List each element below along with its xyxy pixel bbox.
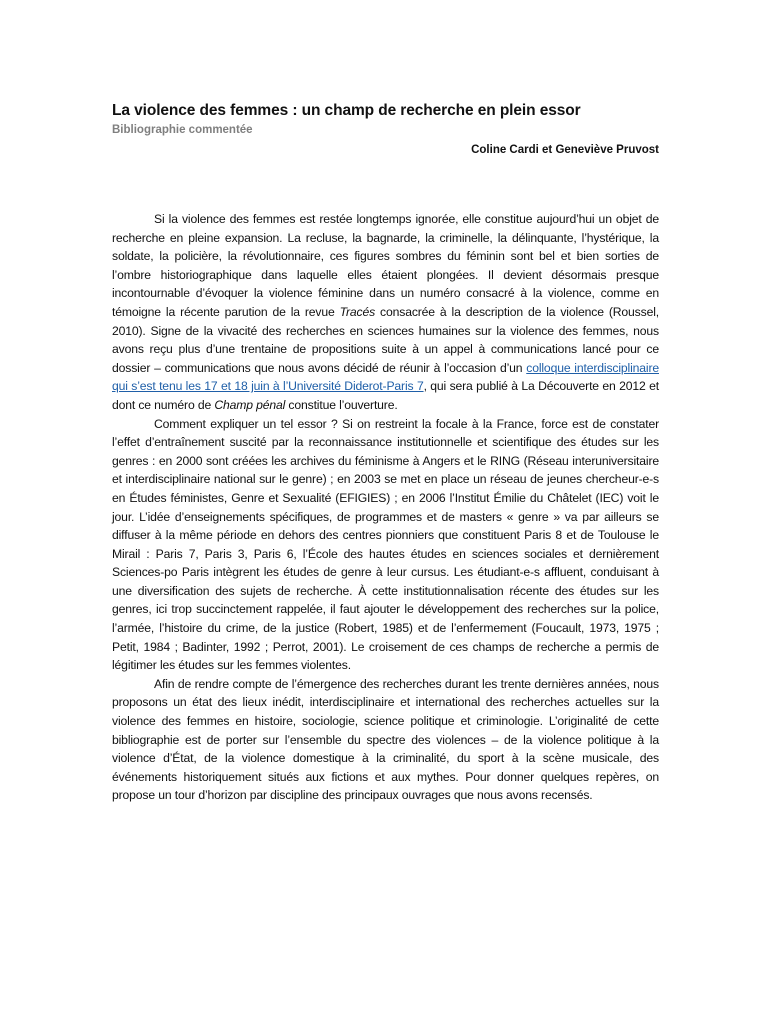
journal-title-traces: Tracés <box>339 304 376 319</box>
paragraph-1-part-4: constitue l’ouverture. <box>285 397 398 412</box>
paragraph-1-part-2: consacrée à la description de la violence (Roussel, 2010). Signe de la vivacité des recherches en sciences humaines sur la violence des femmes, nous avons reçu plus d’une trentaine de propositions suite à un appel à communications lancé pour ce dossier – communications que nous avons décidé de réunir à l’occasion d’un <box>112 304 659 375</box>
paragraph-1-part-3: , qui sera publié à La Découverte en 2012 et dont ce numéro de <box>112 379 659 412</box>
paragraph-1 <box>112 210 659 415</box>
journal-title-champ-penal: Champ pénal <box>214 397 286 412</box>
paragraph-2: Comment expliquer un tel essor ? Si on restreint la focale à la France, force est de constater l’effet d’entraînement suscité par la reconnaissance institutionnelle et scientifique des études sur les genres : en 2000 sont créées les archives du féminisme à Angers et le RING (Réseau interuniversitaire et interdisciplinaire national sur le genre) ; en 2003 se met en place un réseau de jeunes chercheur-e-s en Études féministes, Genre et Sexualité (EFIGIES) ; en 2006 l’Institut Émilie du Châtelet (IEC) voit le jour. L’idée d’enseignements spécifiques, de programmes et de masters « genre » va par ailleurs se diffuser à la même période en dehors des centres pionniers que constituent Paris 8 et de Toulouse le Mirail : Paris 7, Paris 3, Paris 6, l’École des hautes études en sciences sociales et dernièrement Sciences-po Paris intègrent les études de genre à leur cursus. Les étudiant-e-s affluent, conduisant à une diversification des sujets de recherche. À cette institutionnalisation récente des études sur les genres, ici trop succinctement rappelée, il faut ajouter le développement des recherches sur la police, l’armée, l’histoire du crime, de la justice (Robert, 1985) et de l’enfermement (Foucault, 1973, 1975 ; Petit, 1984 ; Badinter, 1992 ; Perrot, 2001). Le croisement de ces champs de recherche a permis de légitimer les études sur les femmes violentes. <box>112 416 659 673</box>
document-subtitle: Bibliographie commentée <box>112 124 253 136</box>
paragraph-3: Afin de rendre compte de l’émergence des recherches durant les trente dernières années, nous proposons un état des lieux inédit, interdisciplinaire et international des recherches actuelles sur la violence des femmes en histoire, sociologie, science politique et criminologie. L’originalité de cette bibliographie est de porter sur l’ensemble du spectre des violences – de la violence politique à la violence d’État, de la violence domestique à la criminalité, du sport à la scène musicale, des événements historiquement situés aux fictions et aux mythes. Pour donner quelques repères, on propose un tour d’horizon par discipline des principaux ouvrages que nous avons recensés. <box>112 676 659 803</box>
document-title: La violence des femmes : un champ de recherche en plein essor <box>112 102 581 119</box>
colloque-link[interactable]: colloque interdisciplinaire qui s’est tenu les 17 et 18 juin à l’Université Diderot-Paris 7 <box>112 360 659 394</box>
document-body <box>112 210 659 805</box>
document-page <box>112 100 659 805</box>
paragraph-1-part-1: Si la violence des femmes est restée longtemps ignorée, elle constitue aujourd’hui un objet de recherche en pleine expansion. La recluse, la bagnarde, la criminelle, la délinquante, l’hystérique, la soldate, la policière, la révolutionnaire, ces figures sombres du féminin sont bel et bien sorties de l’ombre historiographique dans laquelle elles étaient plongées. Il devient désormais presque incontournable d’évoquer la violence féminine dans un numéro consacré à la violence, comme en témoigne la récente parution de la revue <box>112 212 659 319</box>
document-authors: Coline Cardi et Geneviève Pruvost <box>471 144 659 156</box>
